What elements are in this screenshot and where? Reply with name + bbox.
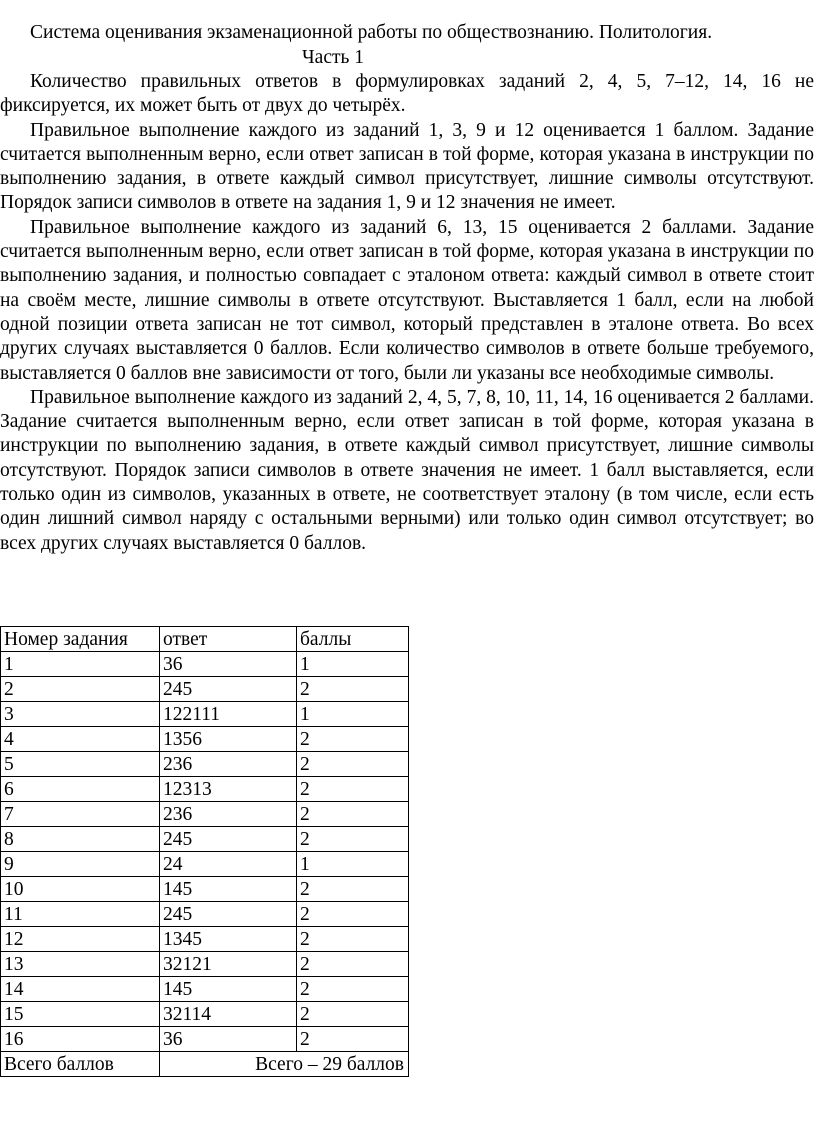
table-total-row bbox=[1, 1052, 409, 1077]
points-cell: 2 bbox=[297, 727, 409, 752]
task-number-cell: 15 bbox=[1, 1002, 160, 1027]
table-row bbox=[1, 802, 409, 827]
table-row bbox=[1, 877, 409, 902]
table-row bbox=[1, 677, 409, 702]
header-answer: ответ bbox=[160, 627, 297, 652]
points-cell: 1 bbox=[297, 652, 409, 677]
table-row bbox=[1, 752, 409, 777]
task-number-cell: 16 bbox=[1, 1027, 160, 1052]
table-row bbox=[1, 727, 409, 752]
task-number-cell: 4 bbox=[1, 727, 160, 752]
task-number-cell: 13 bbox=[1, 952, 160, 977]
points-cell: 2 bbox=[297, 927, 409, 952]
document-title: Система оценивания экзаменационной работы по обществознанию. Политология. bbox=[30, 22, 713, 43]
document-page bbox=[0, 20, 816, 556]
task-number-cell: 10 bbox=[1, 877, 160, 902]
answer-cell: 1356 bbox=[160, 727, 297, 752]
header-points: баллы bbox=[297, 627, 409, 652]
paragraph-answer-count: Количество правильных ответов в формулировках заданий 2, 4, 5, 7–12, 14, 16 не фиксируется, их может быть от двух до четырёх. bbox=[0, 71, 814, 117]
answer-cell: 236 bbox=[160, 752, 297, 777]
points-cell: 1 bbox=[297, 852, 409, 877]
table-row bbox=[1, 1002, 409, 1027]
points-cell: 2 bbox=[297, 1027, 409, 1052]
answer-cell: 245 bbox=[160, 827, 297, 852]
table-row bbox=[1, 902, 409, 927]
task-number-cell: 12 bbox=[1, 927, 160, 952]
answer-cell: 32114 bbox=[160, 1002, 297, 1027]
answer-cell: 245 bbox=[160, 677, 297, 702]
task-number-cell: 7 bbox=[1, 802, 160, 827]
task-number-cell: 9 bbox=[1, 852, 160, 877]
answer-cell: 236 bbox=[160, 802, 297, 827]
answer-cell: 32121 bbox=[160, 952, 297, 977]
paragraph-one-point-tasks: Правильное выполнение каждого из заданий 1, 3, 9 и 12 оценивается 1 баллом. Задание считается выполненным верно, если ответ записан в той форме, которая указана в инструкции по выполнению задания, в ответе каждый символ присутствует, лишние символы отсутствуют. Порядок записи символов в ответе на задания 1, 9 и 12 значения не имеет. bbox=[0, 119, 814, 214]
points-cell: 2 bbox=[297, 777, 409, 802]
table-row bbox=[1, 827, 409, 852]
points-cell: 2 bbox=[297, 952, 409, 977]
total-label: Всего баллов bbox=[1, 1052, 160, 1077]
task-number-cell: 8 bbox=[1, 827, 160, 852]
points-cell: 2 bbox=[297, 827, 409, 852]
answer-cell: 36 bbox=[160, 1027, 297, 1052]
task-number-cell: 14 bbox=[1, 977, 160, 1002]
answer-cell: 24 bbox=[160, 852, 297, 877]
table-header-row bbox=[1, 627, 409, 652]
total-value: Всего – 29 баллов bbox=[160, 1052, 409, 1077]
table-row bbox=[1, 1027, 409, 1052]
answer-cell: 245 bbox=[160, 902, 297, 927]
answer-cell: 1345 bbox=[160, 927, 297, 952]
task-number-cell: 6 bbox=[1, 777, 160, 802]
task-number-cell: 1 bbox=[1, 652, 160, 677]
table-row bbox=[1, 702, 409, 727]
answer-cell: 145 bbox=[160, 977, 297, 1002]
paragraph-unordered-two-point-tasks: Правильное выполнение каждого из заданий 2, 4, 5, 7, 8, 10, 11, 14, 16 оценивается 2 баллами. Задание считается выполненным верно, если ответ записан в той форме, которая указана в инструкции по выполнению задания, в ответе каждый символ присутствует, лишние символы отсутствуют. Порядок записи символов в ответе значения не имеет. 1 балл выставляется, если только один из символов, указанных в ответе, не соответствует эталону (в том числе, если есть один лишний символ наряду с остальными верными) или только один символ отсутствует; во всех других случаях выставляется 0 баллов. bbox=[0, 386, 814, 554]
task-number-cell: 5 bbox=[1, 752, 160, 777]
answer-cell: 36 bbox=[160, 652, 297, 677]
points-cell: 2 bbox=[297, 902, 409, 927]
points-cell: 2 bbox=[297, 1002, 409, 1027]
points-cell: 2 bbox=[297, 802, 409, 827]
points-cell: 2 bbox=[297, 977, 409, 1002]
points-cell: 2 bbox=[297, 752, 409, 777]
table-row bbox=[1, 852, 409, 877]
header-task-number: Номер задания bbox=[1, 627, 160, 652]
points-cell: 2 bbox=[297, 677, 409, 702]
points-cell: 2 bbox=[297, 877, 409, 902]
answer-cell: 122111 bbox=[160, 702, 297, 727]
points-cell: 1 bbox=[297, 702, 409, 727]
table-row bbox=[1, 952, 409, 977]
table-row bbox=[1, 777, 409, 802]
task-number-cell: 2 bbox=[1, 677, 160, 702]
part-heading: Часть 1 bbox=[302, 47, 365, 68]
paragraph-ordered-two-point-tasks: Правильное выполнение каждого из заданий 6, 13, 15 оценивается 2 баллами. Задание считается выполненным верно, если ответ записан в той форме, которая указана в инструкции по выполнению задания, и полностью совпадает с эталоном ответа: каждый символ в ответе стоит на своём месте, лишние символы в ответе отсутствуют. Выставляется 1 балл, если на любой одной позиции ответа записан не тот символ, который представлен в эталоне ответа. Во всех других случаях выставляется 0 баллов. Если количество символов в ответе больше требуемого, выставляется 0 баллов вне зависимости от того, были ли указаны все необходимые символы. bbox=[0, 216, 814, 384]
table-row bbox=[1, 927, 409, 952]
task-number-cell: 11 bbox=[1, 902, 160, 927]
table-row bbox=[1, 977, 409, 1002]
answer-key-table bbox=[0, 626, 409, 1077]
table-row bbox=[1, 652, 409, 677]
answer-cell: 145 bbox=[160, 877, 297, 902]
answer-cell: 12313 bbox=[160, 777, 297, 802]
task-number-cell: 3 bbox=[1, 702, 160, 727]
